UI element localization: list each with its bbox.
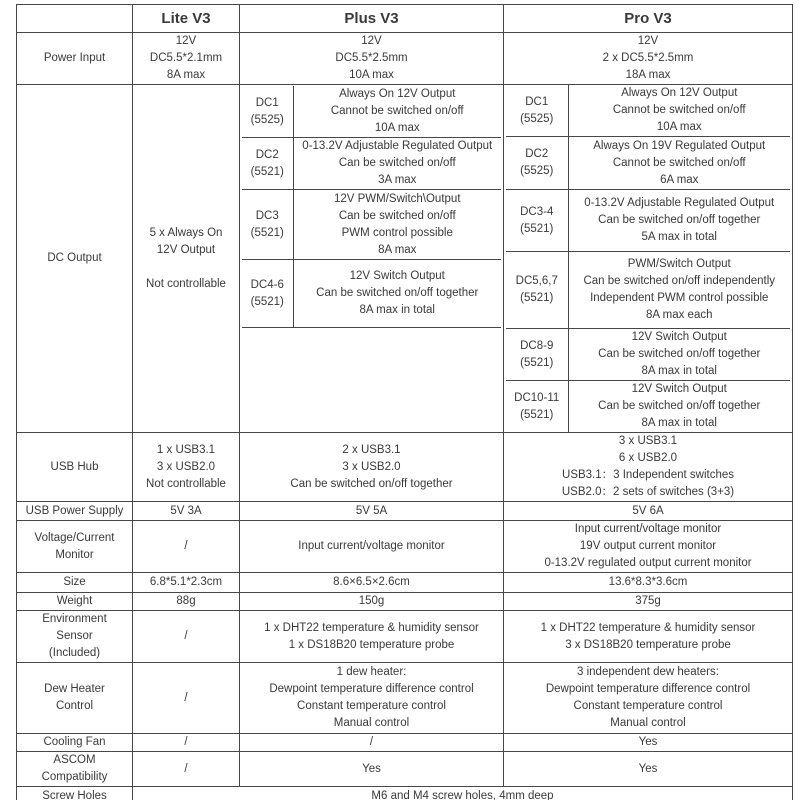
cell-ascom-lite: / [133, 752, 240, 787]
text-line: 8A max each [646, 309, 713, 321]
port-pro-dc10-11: DC10-11 (5521) [506, 381, 568, 433]
header-row [17, 5, 793, 33]
text-line: 19V output current monitor [579, 540, 717, 552]
port-pro-dc3-4: DC3-4 (5521) [506, 190, 568, 252]
text-line: 1 x DS18B20 temperature probe [288, 638, 455, 651]
dc-row-plus-dc1 [242, 86, 501, 138]
text-line: Compatibility [41, 771, 108, 783]
row-ascom-compatibility [17, 752, 793, 787]
spec-comparison-table [16, 4, 793, 800]
dc-row-pro-dc2 [506, 137, 790, 190]
cell-usb-hub-plus [240, 433, 504, 502]
port-pro-dc1: DC1 (5525) [506, 85, 568, 137]
text-line: 8A max in total [359, 304, 435, 316]
dc-row-pro-dc3-4 [506, 190, 790, 252]
text-line: Can be switched on/off [338, 157, 456, 169]
cell-weight-lite: 88g [133, 593, 240, 611]
cell-weight-pro: 375g [504, 593, 793, 611]
dc-row-plus-dc3 [242, 190, 501, 260]
label-environment-sensor [17, 611, 133, 663]
text-line: Manual control [610, 717, 686, 729]
cell-env-sensor-pro [504, 611, 793, 663]
text-line: USB3.1：3 Independent switches [562, 469, 734, 481]
text-line: Independent PWM control possible [590, 292, 769, 304]
cell-screw-holes-value: M6 and M4 screw holes, 4mm deep [133, 787, 793, 800]
text-line: 10A max [349, 69, 394, 81]
desc-plus-dc3 [293, 190, 501, 260]
port-pro-dc8-9: DC8-9 (5521) [506, 329, 568, 381]
text-line: Constant temperature control [297, 700, 446, 712]
text-line: 3 x DS18B20 temperature probe [565, 638, 731, 651]
text-line: 18A max [625, 69, 671, 81]
cell-dew-heater-plus [240, 663, 504, 734]
label-ascom-compatibility [17, 752, 133, 787]
label-dc-output: DC Output [17, 85, 133, 433]
text-line: Dew Heater [44, 683, 105, 695]
text-line: 0-13.2V Adjustable Regulated Output [302, 140, 493, 152]
cell-usb-power-lite: 5V 3A [133, 502, 240, 521]
header-lite-v3: Lite V3 [133, 5, 240, 33]
text-line: 3 x USB2.0 [342, 460, 401, 473]
dc-row-pro-dc8-9 [506, 329, 790, 381]
cell-cooling-fan-plus: / [240, 734, 504, 752]
desc-plus-dc2 [293, 138, 501, 190]
text-line: USB2.0：2 sets of switches (3+3) [561, 486, 735, 498]
dc-row-pro-dc10-11 [506, 381, 790, 433]
text-line: Always On 12V Output [621, 87, 738, 99]
port-pro-dc5-6-7: DC5,6,7 (5521) [506, 252, 568, 329]
text-line: 3 x USB3.1 [618, 435, 678, 447]
text-line: 3 independent dew heaters: [577, 666, 719, 678]
cell-power-input-lite [133, 33, 240, 85]
cell-power-input-plus [240, 33, 504, 85]
port-plus-dc1: DC1 (5525) [242, 86, 293, 138]
label-voltage-current-monitor [17, 521, 133, 573]
text-line: 1 dew heater: [336, 666, 407, 678]
cell-env-sensor-lite: / [133, 611, 240, 663]
label-size: Size [17, 573, 133, 593]
text-line: 8A max in total [641, 365, 717, 377]
text-line: 12V [637, 35, 659, 47]
text-line: 12V Switch Output [349, 270, 445, 282]
text-line: Can be switched on/off together [598, 214, 761, 226]
text-line: DC5.5*2.5mm [335, 52, 408, 64]
text-line: 3 x USB2.0 [156, 460, 216, 473]
cell-dc-output-lite [133, 85, 240, 433]
dc-row-plus-dc2 [242, 138, 501, 190]
cell-plus-dc-blank [242, 328, 501, 432]
label-usb-power-supply: USB Power Supply [17, 502, 133, 521]
cell-dew-heater-lite: / [133, 663, 240, 734]
text-line: 3A max [378, 174, 417, 186]
port-plus-dc4-6: DC4-6 (5521) [242, 260, 293, 328]
text-line: Not controllable [146, 477, 226, 490]
text-line: Cannot be switched on/off [330, 105, 464, 117]
text-line: 12V [361, 35, 382, 47]
text-line: Dewpoint temperature difference control [269, 683, 474, 695]
row-screw-holes [17, 787, 793, 800]
cell-vcm-pro [504, 521, 793, 573]
header-plus-v3: Plus V3 [240, 5, 504, 33]
header-empty-cell [17, 5, 133, 33]
header-pro-v3: Pro V3 [504, 5, 793, 33]
text-line: DC5.5*2.1mm [149, 52, 223, 64]
row-usb-hub [17, 433, 793, 502]
dc-row-pro-dc5-6-7 [506, 252, 790, 329]
cell-usb-hub-lite [133, 433, 240, 502]
dc-row-pro-dc1 [506, 85, 790, 137]
text-line: 5 x Always On [149, 226, 223, 239]
desc-pro-dc3-4 [568, 190, 790, 252]
text-line: Can be switched on/off independently [583, 275, 776, 287]
text-line: 5A max in total [641, 231, 717, 243]
text-line: 6A max [660, 173, 699, 186]
cell-size-lite: 6.8*5.1*2.3cm [133, 573, 240, 593]
cell-weight-plus: 150g [240, 593, 504, 611]
text-line: Not controllable [146, 277, 226, 290]
cell-cooling-fan-pro: Yes [504, 734, 793, 752]
label-screw-holes: Screw Holes [17, 787, 133, 800]
text-line: Can be switched on/off [338, 209, 456, 222]
text-line: PWM/Switch Output [627, 258, 731, 270]
text-line: 12V Switch Output [631, 383, 727, 395]
text-line: Voltage/Current [34, 531, 115, 544]
text-line: Cannot be switched on/off [612, 104, 746, 116]
row-size [17, 573, 793, 593]
cell-dc-output-pro [504, 85, 793, 433]
dc-row-plus-dc4-6 [242, 260, 501, 328]
row-dc-output [17, 85, 793, 433]
text-line: 1 x DHT22 temperature & humidity sensor [540, 621, 756, 634]
text-line: 12V Output [156, 243, 216, 256]
text-line: Constant temperature control [573, 700, 723, 712]
text-line: 12V PWM/Switch\Output [333, 192, 461, 205]
text-line: 6 x USB2.0 [618, 452, 678, 464]
row-dew-heater-control [17, 663, 793, 734]
text-line: ASCOM [53, 754, 96, 766]
cell-vcm-lite: / [133, 521, 240, 573]
desc-pro-dc1 [568, 85, 790, 137]
row-voltage-current-monitor [17, 521, 793, 573]
text-line [135, 259, 237, 276]
text-line: 2 x DC5.5*2.5mm [602, 52, 694, 64]
desc-pro-dc2 [568, 137, 790, 190]
cell-size-plus: 8.6×6.5×2.6cm [240, 573, 504, 593]
text-line: Can be switched on/off together [598, 400, 761, 412]
port-plus-dc2: DC2 (5521) [242, 138, 293, 190]
row-cooling-fan [17, 734, 793, 752]
text-line: Monitor [55, 548, 94, 561]
port-pro-dc2: DC2 (5525) [506, 137, 568, 190]
text-line: 8A max [378, 243, 417, 256]
cell-env-sensor-plus [240, 611, 504, 663]
desc-pro-dc10-11 [568, 381, 790, 433]
text-line: Can be switched on/off together [290, 477, 453, 490]
row-weight [17, 593, 793, 611]
text-line: 1 x USB3.1 [156, 443, 216, 456]
cell-ascom-pro: Yes [504, 752, 793, 787]
row-power-input [17, 33, 793, 85]
text-line: 10A max [656, 121, 702, 133]
text-line: PWM control possible [341, 226, 453, 239]
text-line: Cannot be switched on/off [612, 156, 746, 169]
desc-pro-dc5-6-7 [568, 252, 790, 329]
desc-pro-dc8-9 [568, 329, 790, 381]
text-line: Can be switched on/off together [598, 348, 761, 360]
text-line: 8A max in total [641, 417, 717, 429]
label-dew-heater-control [17, 663, 133, 734]
cell-dew-heater-pro [504, 663, 793, 734]
text-line: (Included) [48, 647, 101, 659]
text-line: 0-13.2V regulated output current monitor [544, 557, 752, 569]
label-usb-hub: USB Hub [17, 433, 133, 502]
label-cooling-fan: Cooling Fan [17, 734, 133, 752]
text-line: Always On 19V Regulated Output [593, 139, 766, 152]
text-line: 0-13.2V Adjustable Regulated Output [584, 197, 775, 209]
dc-row-plus-blank [242, 328, 501, 432]
text-line: Control [55, 700, 94, 712]
text-line: 8A max [166, 69, 206, 81]
cell-usb-hub-pro [504, 433, 793, 502]
cell-ascom-plus: Yes [240, 752, 504, 787]
cell-usb-power-plus: 5V 5A [240, 502, 504, 521]
text-line: 10A max [374, 122, 420, 134]
text-line: Dewpoint temperature difference control [545, 683, 751, 695]
dc-subtable-plus [242, 86, 501, 431]
text-line: Always On 12V Output [339, 88, 456, 100]
text-line: 12V [175, 35, 197, 47]
text-line: 12V Switch Output [631, 331, 727, 343]
desc-plus-dc1 [293, 86, 501, 138]
label-weight: Weight [17, 593, 133, 611]
desc-plus-dc4-6 [293, 260, 501, 328]
label-power-input: Power Input [17, 33, 133, 85]
cell-power-input-pro [504, 33, 793, 85]
text-line: Manual control [333, 717, 410, 729]
port-plus-dc3: DC3 (5521) [242, 190, 293, 260]
text-line: Can be switched on/off together [316, 287, 479, 299]
cell-dc-output-plus [240, 85, 504, 433]
cell-size-pro: 13.6*8.3*3.6cm [504, 573, 793, 593]
cell-cooling-fan-lite: / [133, 734, 240, 752]
cell-vcm-plus: Input current/voltage monitor [240, 521, 504, 573]
row-usb-power-supply [17, 502, 793, 521]
text-line: 2 x USB3.1 [342, 443, 401, 456]
text-line: Environment [42, 613, 107, 625]
text-line: 1 x DHT22 temperature & humidity sensor [264, 621, 479, 634]
text-line: Input current/voltage monitor [574, 523, 722, 535]
cell-usb-power-pro: 5V 6A [504, 502, 793, 521]
dc-subtable-pro [506, 85, 790, 432]
row-environment-sensor [17, 611, 793, 663]
text-line: Sensor [56, 630, 93, 642]
